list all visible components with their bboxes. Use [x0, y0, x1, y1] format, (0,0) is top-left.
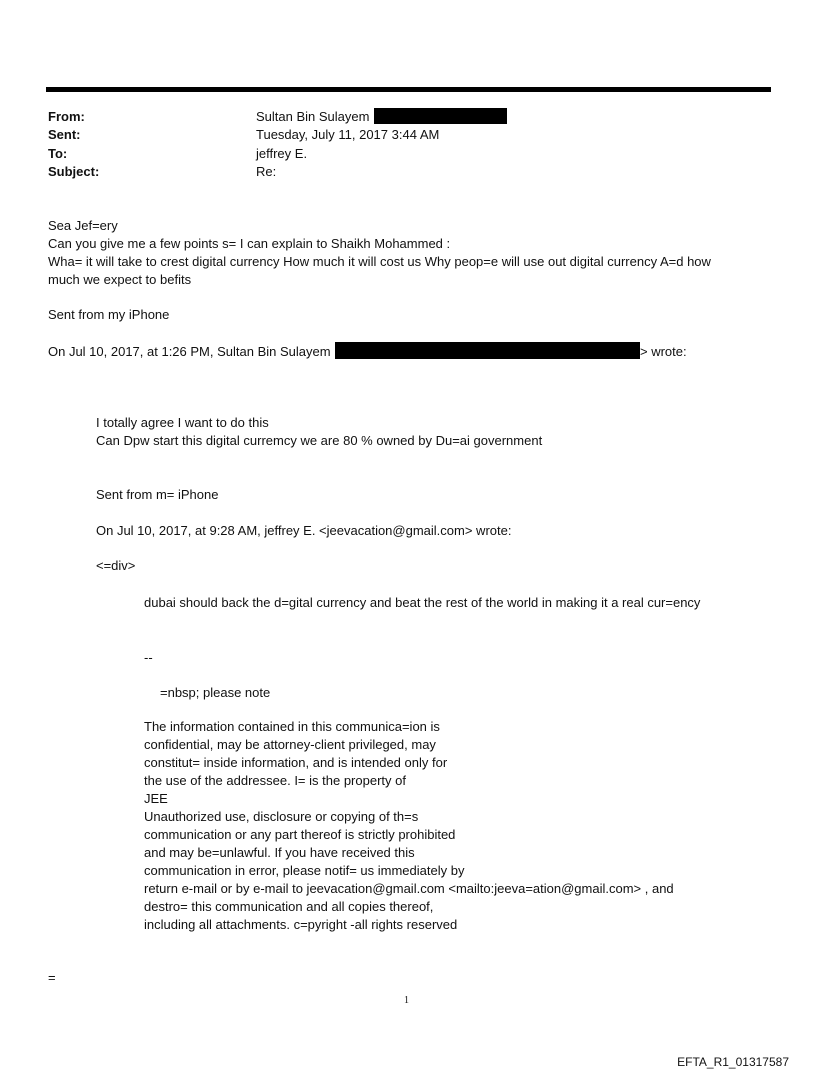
- disclaimer-line: return e-mail or by e-mail to jeevacation@gmail.com <mailto:jeeva=ation@gmail.com> , and: [144, 881, 674, 896]
- sent-label: Sent:: [48, 127, 81, 142]
- to-value: jeffrey E.: [256, 146, 308, 161]
- document-id: EFTA_R1_01317587: [677, 1055, 789, 1069]
- disclaimer-line: Unauthorized use, disclosure or copying of th=s: [144, 809, 419, 824]
- disclaimer-line: The information contained in this communica=ion is: [144, 719, 440, 734]
- reply-line: Wha= it will take to crest digital currency How much it will cost us Why peop=e will use out digital currency A=d how: [48, 254, 711, 269]
- reply-line: much we expect to befits: [48, 272, 192, 287]
- disclaimer-line: communication or any part thereof is strictly prohibited: [144, 827, 456, 842]
- please-note: =nbsp; please note: [160, 685, 271, 700]
- reply-signature: Sent from my iPhone: [48, 307, 170, 322]
- quoted-signature: Sent from m= iPhone: [96, 487, 219, 502]
- quoted-body: dubai should back the d=gital currency and beat the rest of the world in making it a real cur=ency: [144, 595, 701, 610]
- quote-header: On Jul 10, 2017, at 9:28 AM, jeffrey E. <jeevacation@gmail.com> wrote:: [96, 523, 512, 538]
- quote-header-suffix: > wrote:: [640, 344, 687, 359]
- from-label: From:: [48, 109, 85, 124]
- disclaimer-line: destro= this communication and all copies thereof,: [144, 899, 434, 914]
- subject-value: Re:: [256, 164, 277, 179]
- reply-line: Can you give me a few points s= I can explain to Shaikh Mohammed :: [48, 236, 451, 251]
- quoted-line: Can Dpw start this digital curremcy we are 80 % owned by Du=ai government: [96, 433, 543, 448]
- disclaimer-line: communication in error, please notif= us immediately by: [144, 863, 465, 878]
- sent-value: Tuesday, July 11, 2017 3:44 AM: [256, 127, 440, 142]
- disclaimer-line: and may be=unlawful. If you have received this: [144, 845, 415, 860]
- to-label: To:: [48, 146, 68, 161]
- disclaimer-line: JEE: [144, 791, 168, 806]
- redaction-box: [335, 342, 640, 359]
- disclaimer-line: confidential, may be attorney-client privileged, may: [144, 737, 436, 752]
- page-number: 1: [404, 995, 409, 1006]
- signature-separator: --: [144, 650, 153, 665]
- quote-header: On Jul 10, 2017, at 1:26 PM, Sultan Bin Sulayem: [48, 344, 331, 359]
- disclaimer-line: including all attachments. c=pyright -all rights reserved: [144, 917, 458, 932]
- disclaimer-line: constitut= inside information, and is intended only for: [144, 755, 448, 770]
- from-value: Sultan Bin Sulayem: [256, 109, 370, 124]
- disclaimer-line: the use of the addressee. I= is the property of: [144, 773, 406, 788]
- header-rule: [46, 87, 771, 92]
- quoted-line: I totally agree I want to do this: [96, 415, 269, 430]
- reply-greeting: Sea Jef=ery: [48, 218, 118, 233]
- subject-label: Subject:: [48, 164, 100, 179]
- div-tag: <=div>: [96, 558, 136, 573]
- trailing-equals: =: [48, 970, 56, 985]
- redaction-box: [374, 108, 507, 124]
